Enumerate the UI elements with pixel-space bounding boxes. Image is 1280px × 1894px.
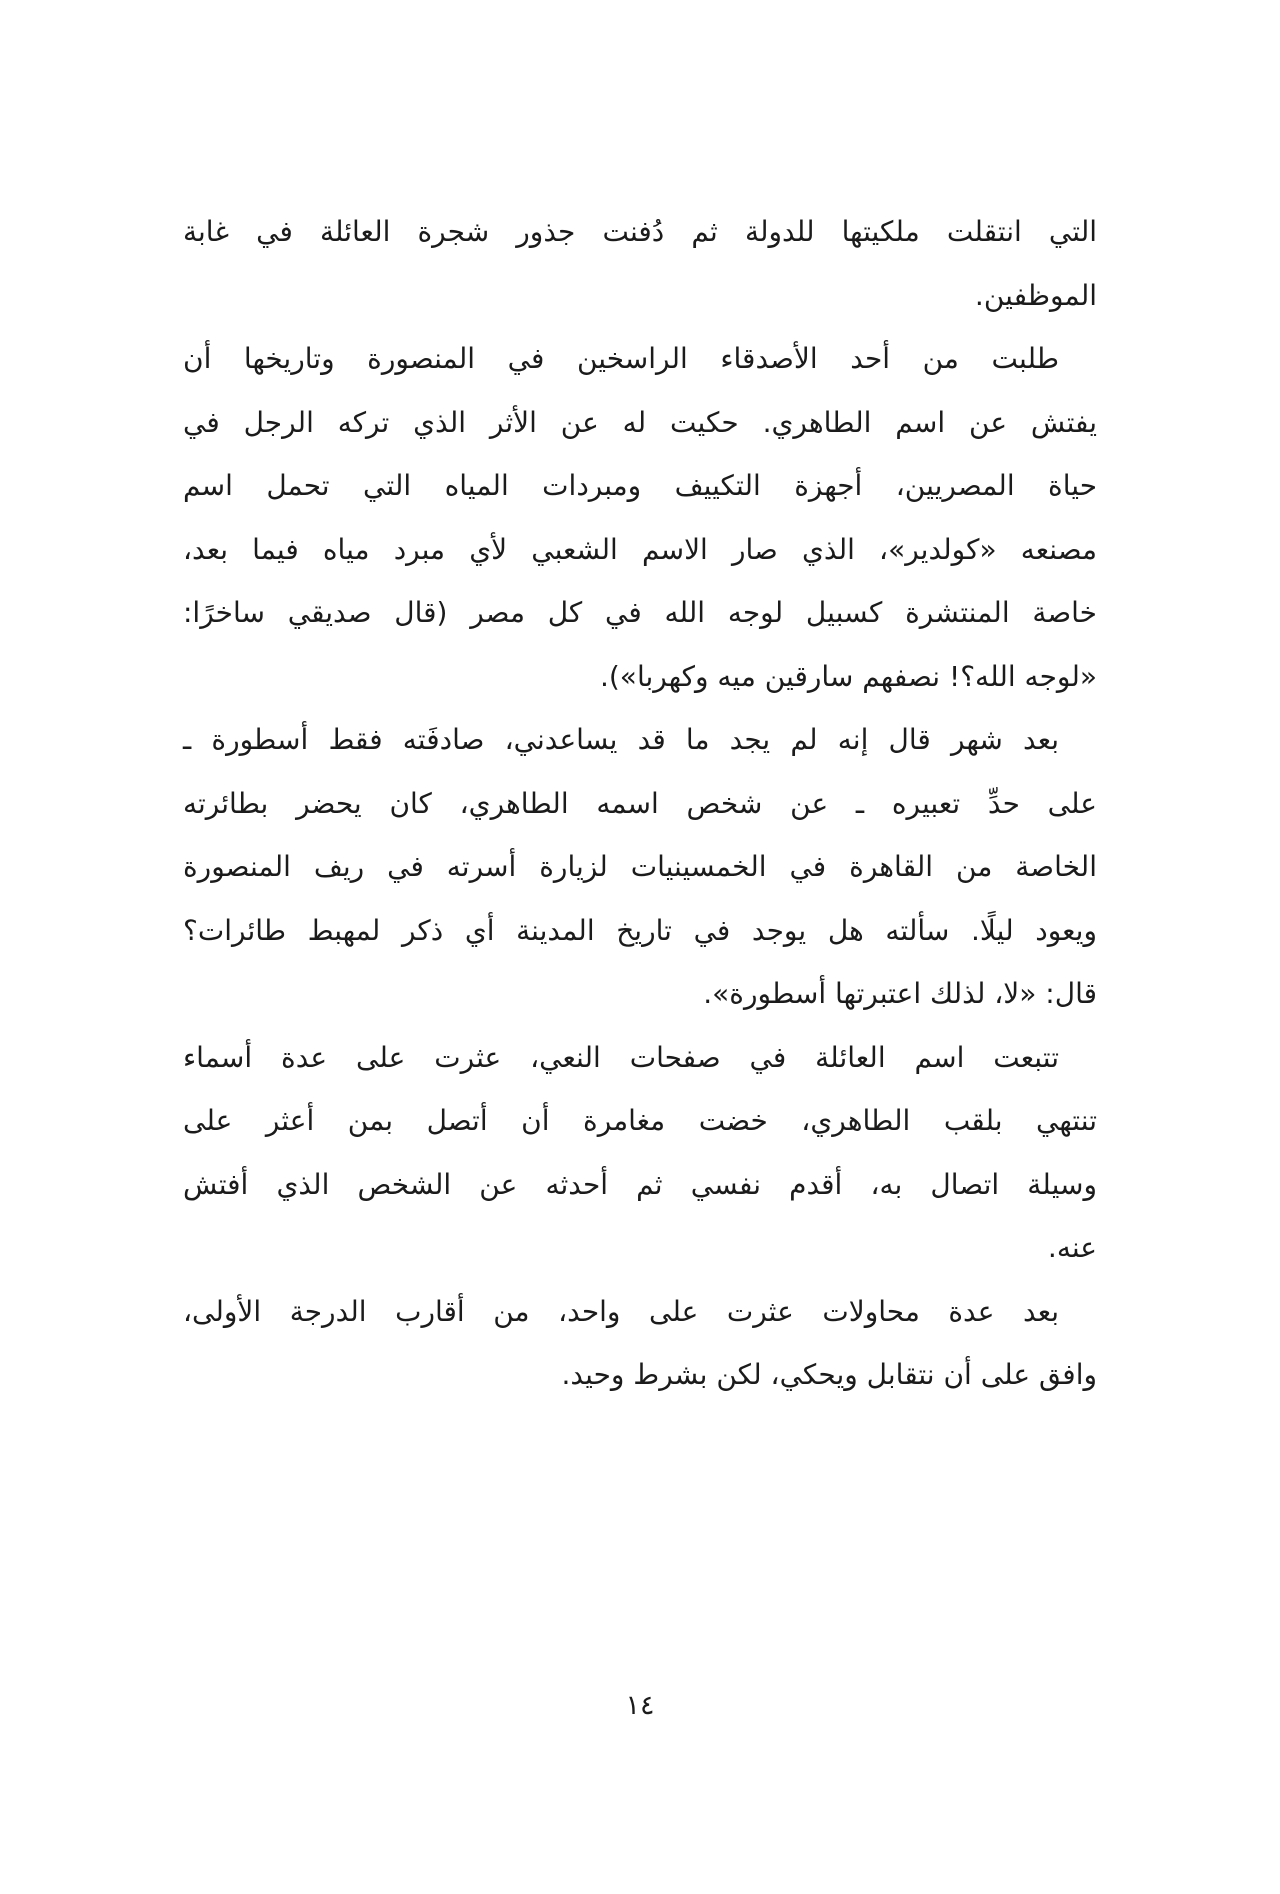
text-line: تنتهي بلقب الطاهري، خضت مغامرة أن أتصل بمن أعثر على: [183, 1104, 1097, 1137]
paragraph: [183, 1026, 1097, 1280]
text-line: طلبت من أحد الأصدقاء الراسخين في المنصورة وتاريخها أن: [183, 342, 1059, 375]
text-line: يفتش عن اسم الطاهري. حكيت له عن الأثر الذي تركه الرجل في: [183, 405, 1097, 439]
text-line: الموظفين.: [974, 278, 1097, 312]
text-line: على حدِّ تعبيره ـ عن شخص اسمه الطاهري، كان يحضر بطائرته: [183, 786, 1097, 820]
page-number: ١٤: [625, 1690, 655, 1721]
paragraph: [183, 1280, 1097, 1407]
paragraph: [183, 200, 1097, 327]
text-line: خاصة المنتشرة كسبيل لوجه الله في كل مصر (قال صديقي ساخرًا:: [183, 596, 1097, 629]
paragraph: [183, 708, 1097, 1026]
text-line: قال: «لا، لذلك اعتبرتها أسطورة».: [703, 977, 1097, 1010]
paragraph: [183, 327, 1097, 708]
text-line: بعد شهر قال إنه لم يجد ما قد يساعدني، صادفَته فقط أسطورة ـ: [183, 723, 1059, 756]
text-line: حياة المصريين، أجهزة التكييف ومبردات المياه التي تحمل اسم: [183, 469, 1097, 502]
text-line: وافق على أن نتقابل ويحكي، لكن بشرط وحيد.: [561, 1358, 1097, 1391]
text-line: وسيلة اتصال به، أقدم نفسي ثم أحدثه عن الشخص الذي أفتش: [183, 1167, 1097, 1201]
text-line: تتبعت اسم العائلة في صفحات النعي، عثرت على عدة أسماء: [183, 1040, 1059, 1074]
text-line: الخاصة من القاهرة في الخمسينيات لزيارة أسرته في ريف المنصورة: [183, 850, 1097, 883]
text-line: ويعود ليلًا. سألته هل يوجد في تاريخ المدينة أي ذكر لمهبط طائرات؟: [183, 913, 1097, 947]
text-line: مصنعه «كولدير»، الذي صار الاسم الشعبي لأي مبرد مياه فيما بعد،: [183, 532, 1097, 566]
text-line: عنه.: [1047, 1231, 1097, 1264]
text-line: التي انتقلت ملكيتها للدولة ثم دُفنت جذور شجرة العائلة في غابة: [183, 215, 1097, 248]
body-text: [183, 200, 1097, 1407]
text-line: بعد عدة محاولات عثرت على واحد، من أقارب الدرجة الأولى،: [183, 1294, 1059, 1328]
text-line: «لوجه الله؟! نصفهم سارقين ميه وكهربا»).: [599, 659, 1097, 693]
